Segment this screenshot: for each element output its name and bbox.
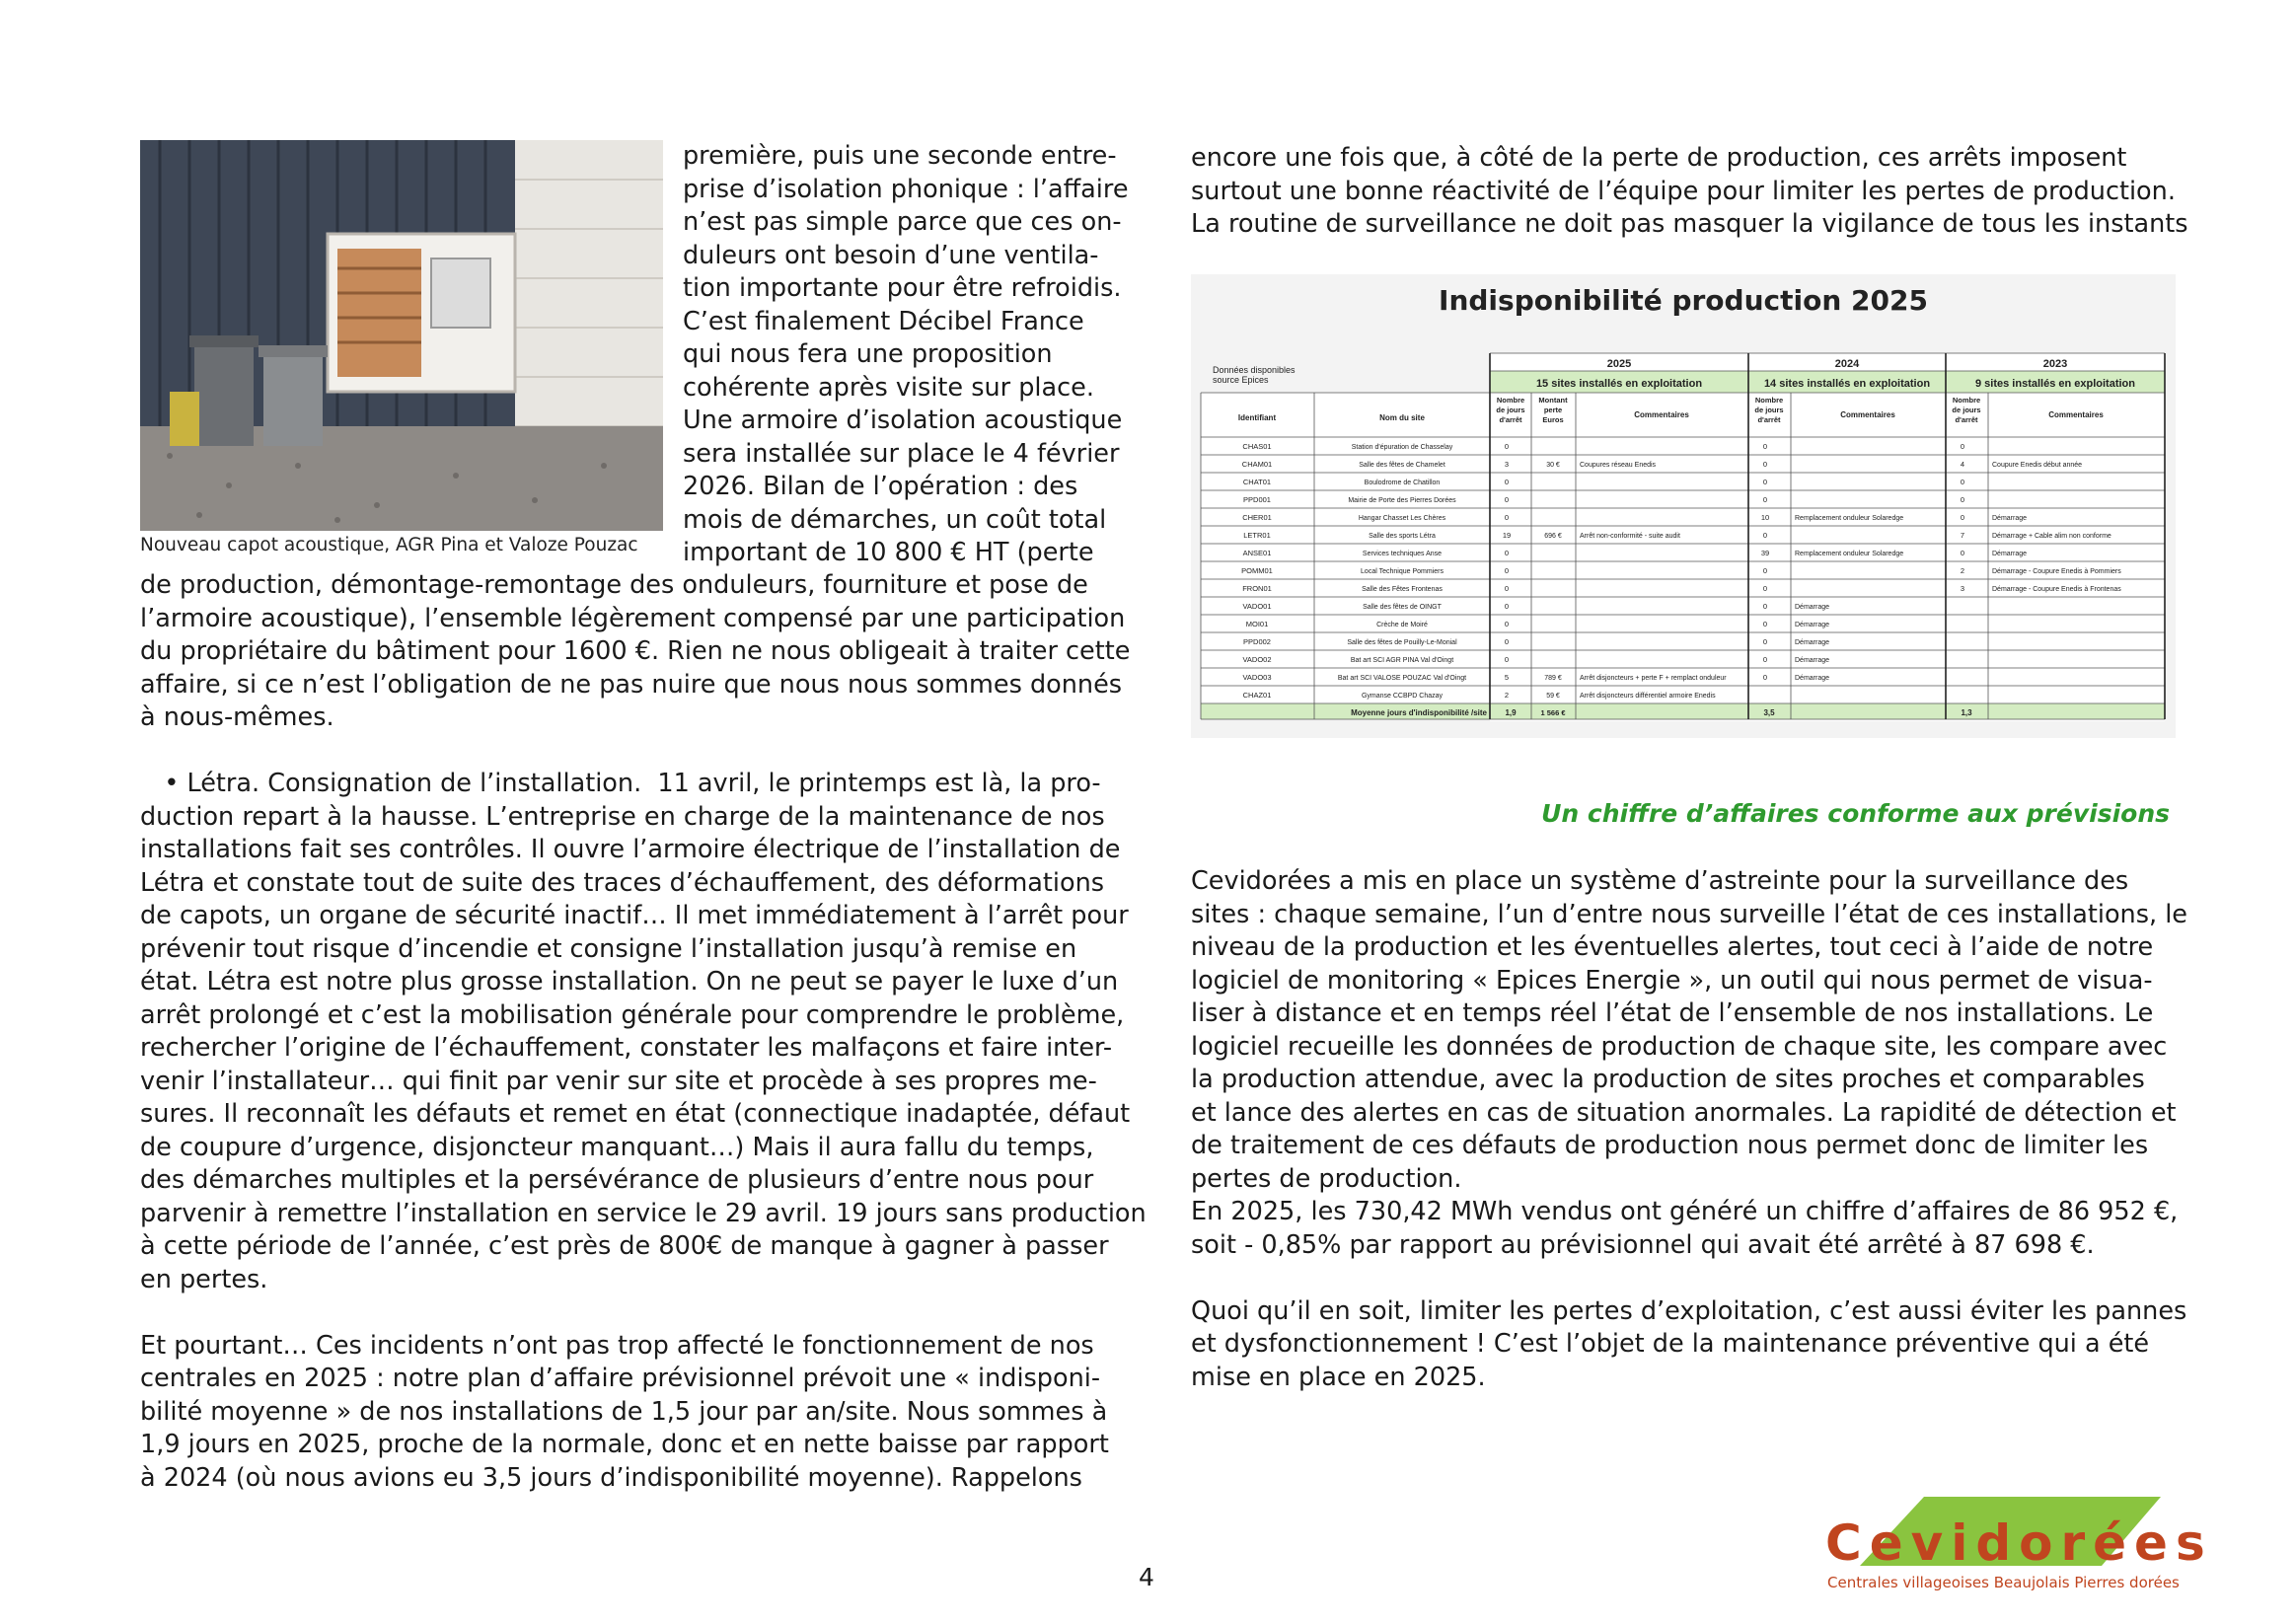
year-header: 2023 — [2042, 358, 2068, 370]
row-days-2023: 2 — [1960, 566, 1965, 575]
photo-caption: Nouveau capot acoustique, AGR Pina et Valoze Pouzac — [140, 535, 638, 555]
row-comment-2023: Démarrage - Coupure Enedis à Pommiers — [1992, 568, 2121, 575]
text-line: logiciel de monitoring « Epices Energie », un outil qui nous permet de visua- — [1191, 965, 2153, 996]
row-comment-2025: Coupures réseau Enedis — [1580, 462, 1657, 469]
text-line: encore une fois que, à côté de la perte de production, ces arrêts imposent — [1191, 143, 2127, 173]
row-days-2024: 0 — [1762, 602, 1768, 611]
row-amount-2025: 59 € — [1546, 693, 1560, 700]
text-line: mois de démarches, un coût total — [683, 504, 1107, 535]
text-line: Et pourtant… Ces incidents n’ont pas trop affecté le fonctionnement de nos — [140, 1330, 1094, 1361]
row-name: Salle des Fêtes Frontenas — [1362, 586, 1443, 593]
row-comment-2024: Démarrage — [1795, 604, 1830, 611]
row-days-2024: 0 — [1762, 442, 1768, 451]
row-comment-2023: Démarrage — [1992, 551, 2028, 557]
text-line: important de 10 800 € HT (perte — [683, 538, 1094, 567]
row-days-2025: 0 — [1504, 620, 1510, 628]
col-header-comments: Commentaires — [1840, 410, 1895, 419]
text-line: tion importante pour être refroidis. — [683, 273, 1122, 303]
row-days-2025: 0 — [1504, 637, 1510, 646]
row-comment-2023: Coupure Enedis début année — [1992, 462, 2083, 469]
row-days-2025: 19 — [1502, 531, 1512, 540]
row-days-2024: 0 — [1762, 531, 1768, 540]
row-days-2023: 0 — [1960, 478, 1965, 486]
row-id: ANSE01 — [1242, 549, 1272, 557]
footer-days-2023: 1,3 — [1961, 708, 1972, 717]
footer-days-2025: 1,9 — [1505, 708, 1517, 717]
row-comment-2023: Démarrage + Cable alim non conforme — [1992, 533, 2111, 540]
row-id: POMM01 — [1241, 566, 1273, 575]
text-line: à 2024 (où nous avions eu 3,5 jours d’indisponibilité moyenne). Rappelons — [140, 1462, 1082, 1493]
row-id: FRON01 — [1242, 584, 1272, 593]
text-line: bilité moyenne » de nos installations de 1,5 jour par an/site. Nous sommes à — [140, 1396, 1108, 1427]
photo-acoustic-enclosure — [140, 140, 663, 531]
text-line: parvenir à remettre l’installation en service le 29 avril. 19 jours sans production — [140, 1198, 1147, 1228]
logo-name: Cevidorées — [1825, 1514, 2213, 1572]
text-line: pertes de production. — [1191, 1163, 1462, 1194]
text-line: Cevidorées a mis en place un système d’astreinte pour la surveillance des — [1191, 866, 2129, 896]
row-days-2025: 0 — [1504, 478, 1510, 486]
row-name: Salle des sports Létra — [1369, 533, 1436, 540]
text-line: affaire, si ce n’est l’obligation de ne pas nuire que nous nous sommes donnés — [140, 669, 1123, 700]
logo-tagline: Centrales villageoises Beaujolais Pierres dorées — [1827, 1574, 2180, 1591]
row-id: VADO01 — [1242, 602, 1272, 611]
text-line: La routine de surveillance ne doit pas masquer la vigilance de tous les instants — [1191, 209, 2188, 239]
row-amount-2025: 789 € — [1544, 675, 1562, 682]
col-header-days: d'arrêt — [1955, 415, 1978, 424]
col-header-comments: Commentaires — [1634, 410, 1689, 419]
row-days-2025: 0 — [1504, 655, 1510, 664]
row-id: CHAM01 — [1241, 460, 1273, 469]
right-intro-text — [1191, 142, 2188, 242]
text-line: sites : chaque semaine, l’un d’entre nous surveille l’état de ces installations, le — [1191, 899, 2187, 929]
text-line: n’est pas simple parce que ces on- — [683, 207, 1122, 237]
text-line: duleurs ont besoin d’une ventila- — [683, 240, 1099, 270]
col-header-amount: Montant — [1538, 396, 1568, 405]
row-days-2025: 0 — [1504, 566, 1510, 575]
row-name: Boulodrome de Chatillon — [1364, 480, 1441, 486]
row-days-2025: 3 — [1504, 460, 1510, 469]
cevidorees-logo — [1806, 1495, 2213, 1593]
table-grid — [1191, 274, 2176, 738]
row-days-2023: 0 — [1960, 513, 1965, 522]
text-line: de traitement de ces défauts de production nous permet donc de limiter les — [1191, 1131, 2149, 1160]
text-line: l’armoire acoustique), l’ensemble légèrement compensé par une participation — [140, 603, 1126, 633]
text-line: qui nous fera une proposition — [683, 339, 1053, 369]
row-days-2024: 0 — [1762, 495, 1768, 504]
text-line: à nous-mêmes. — [140, 702, 334, 732]
text-line: • Létra. Consignation de l’installation. 11 avril, le printemps est là, la pro- — [140, 769, 1101, 798]
row-days-2023: 3 — [1960, 584, 1965, 593]
text-line: de capots, un organe de sécurité inactif… Il met immédiatement à l’arrêt pour — [140, 901, 1129, 930]
text-line: centrales en 2025 : notre plan d’affaire prévisionnel prévoit une « indisponi- — [140, 1364, 1101, 1393]
row-id: MOI01 — [1245, 620, 1269, 628]
row-comment-2024: Démarrage — [1795, 639, 1830, 646]
row-days-2024: 0 — [1762, 460, 1768, 469]
text-line: En 2025, les 730,42 MWh vendus ont généré un chiffre d’affaires de 86 952 €, — [1191, 1197, 2179, 1226]
section-heading: Un chiffre d’affaires conforme aux prévisions — [1541, 799, 2170, 828]
row-comment-2025: Arrêt disjoncteurs différentiel armoire Enedis — [1580, 693, 1716, 700]
text-line: Létra et constate tout de suite des traces d’échauffement, des déformations — [140, 867, 1105, 898]
text-line: à cette période de l’année, c’est près de 800€ de manque à gagner à passer — [140, 1231, 1109, 1261]
row-days-2025: 2 — [1504, 691, 1510, 700]
sites-label: 14 sites installés en exploitation — [1763, 378, 1931, 390]
row-days-2024: 0 — [1762, 620, 1768, 628]
text-line: la production attendue, avec la production de sites proches et comparables — [1191, 1065, 2145, 1094]
text-line: arrêt prolongé et c’est la mobilisation générale pour comprendre le problème, — [140, 999, 1125, 1030]
col-header-days: de jours — [1754, 406, 1784, 414]
text-line: et lance des alertes en cas de situation anormales. La rapidité de détection et — [1191, 1097, 2177, 1128]
row-id: VADO03 — [1242, 673, 1272, 682]
row-days-2025: 0 — [1504, 584, 1510, 593]
row-name: Salle des fêtes de Pouilly-Le-Monial — [1347, 639, 1457, 646]
left-body-text — [140, 569, 1147, 1495]
col-header-days: de jours — [1496, 406, 1525, 414]
sites-label: 15 sites installés en exploitation — [1535, 378, 1703, 390]
col-header-days: Nombre — [1496, 396, 1525, 405]
row-comment-2024: Remplacement onduleur Solaredge — [1795, 551, 1904, 557]
col-header-days: d'arrêt — [1757, 415, 1781, 424]
text-line: surtout une bonne réactivité de l’équipe pour limiter les pertes de production. — [1191, 176, 2176, 206]
page-number: 4 — [1139, 1563, 1154, 1591]
row-days-2025: 5 — [1504, 673, 1510, 682]
row-name: Local Technique Pommiers — [1361, 568, 1444, 575]
text-line: 1,9 jours en 2025, proche de la normale, donc et en nette baisse par rapport — [140, 1430, 1109, 1459]
text-line: des démarches multiples et la persévérance de plusieurs d’entre nous pour — [140, 1165, 1094, 1195]
row-comment-2024: Démarrage — [1795, 657, 1830, 664]
row-comment-2025: Arrêt disjoncteurs + perte F + remplact onduleur — [1580, 675, 1727, 682]
text-line: prévenir tout risque d’incendie et consigne l’installation jusqu’à remise en — [140, 933, 1077, 964]
row-name: Hangar Chasset Les Chères — [1358, 515, 1446, 522]
row-days-2023: 0 — [1960, 495, 1965, 504]
row-id: CHAS01 — [1242, 442, 1272, 451]
source-label: Données disponibles — [1213, 365, 1296, 375]
year-header: 2025 — [1606, 358, 1632, 370]
text-line: première, puis une seconde entre- — [683, 141, 1117, 171]
row-id: PPD001 — [1243, 495, 1271, 504]
source-label: source Epices — [1213, 375, 1269, 385]
row-days-2024: 0 — [1762, 478, 1768, 486]
row-days-2024: 0 — [1762, 637, 1768, 646]
row-comment-2023: Démarrage — [1992, 515, 2028, 522]
text-line: sures. Il reconnaît les défauts et remet en état (connectique inadaptée, défaut — [140, 1099, 1131, 1129]
row-name: Mairie de Porte des Pierres Dorées — [1348, 497, 1456, 504]
col-header-days: de jours — [1952, 406, 1981, 414]
unavailability-table — [1191, 274, 2176, 738]
text-line: Une armoire d’isolation acoustique — [683, 406, 1123, 435]
col-header-amount: Euros — [1542, 415, 1564, 424]
text-line: 2026. Bilan de l’opération : des — [683, 472, 1078, 501]
footer-amount-2025: 1 566 € — [1540, 708, 1566, 717]
row-name: Bat art SCI AGR PINA Val d'Oingt — [1350, 657, 1454, 664]
row-id: PPD002 — [1243, 637, 1271, 646]
row-id: CHAT01 — [1242, 478, 1272, 486]
table-title: Indisponibilité production 2025 — [1439, 284, 1928, 317]
footer-label: Moyenne jours d'indisponibilité /site — [1351, 708, 1487, 717]
footer-days-2024: 3,5 — [1763, 708, 1775, 717]
row-days-2024: 10 — [1760, 513, 1770, 522]
row-days-2025: 0 — [1504, 442, 1510, 451]
row-comment-2024: Démarrage — [1795, 675, 1830, 682]
text-line: cohérente après visite sur place. — [683, 372, 1094, 403]
text-line: rechercher l’origine de l’échauffement, constater les malfaçons et faire inter- — [140, 1033, 1113, 1063]
row-name: Crèche de Moiré — [1376, 622, 1428, 628]
text-line: duction repart à la hausse. L’entreprise en charge de la maintenance de nos — [140, 801, 1105, 832]
col-header-amount: perte — [1543, 406, 1563, 414]
left-wrap-text — [683, 140, 1129, 570]
row-days-2023: 0 — [1960, 549, 1965, 557]
row-amount-2025: 30 € — [1546, 462, 1560, 469]
text-line: mise en place en 2025. — [1191, 1362, 1486, 1392]
row-name: Bat art SCI VALOSE POUZAC Val d'Oingt — [1337, 675, 1467, 682]
row-comment-2023: Démarrage - Coupure Enedis à Frontenas — [1992, 586, 2121, 593]
text-line: et dysfonctionnement ! C’est l’objet de la maintenance préventive qui a été — [1191, 1329, 2150, 1359]
row-name: Station d'épuration de Chasselay — [1351, 444, 1453, 451]
text-line: état. Létra est notre plus grosse installation. On ne peut se payer le luxe d’un — [140, 967, 1119, 997]
row-days-2025: 0 — [1504, 513, 1510, 522]
row-comment-2025: Arrêt non-conformité - suite audit — [1580, 533, 1680, 540]
text-line: logiciel recueille les données de production de chaque site, les compare avec — [1191, 1031, 2168, 1062]
row-comment-2024: Démarrage — [1795, 622, 1830, 628]
col-header-name: Nom du site — [1379, 413, 1425, 422]
text-line: de production, démontage-remontage des onduleurs, fourniture et pose de — [140, 570, 1088, 600]
col-header-days: d'arrêt — [1499, 415, 1522, 424]
row-comment-2024: Remplacement onduleur Solaredge — [1795, 515, 1904, 522]
col-header-days: Nombre — [1952, 396, 1981, 405]
text-line: prise d’isolation phonique : l’affaire — [683, 174, 1129, 204]
row-name: Gymanse CCBPD Chazay — [1361, 693, 1444, 700]
row-id: CHER01 — [1242, 513, 1272, 522]
footer-row — [1201, 703, 2165, 719]
text-line: Quoi qu’il en soit, limiter les pertes d’exploitation, c’est aussi éviter les pannes — [1191, 1295, 2187, 1326]
col-header-days: Nombre — [1754, 396, 1784, 405]
row-name: Salle des fêtes de OINGT — [1363, 604, 1442, 611]
year-header: 2024 — [1834, 358, 1860, 370]
row-id: VADO02 — [1242, 655, 1272, 664]
col-header-comments: Commentaires — [2048, 410, 2104, 419]
row-days-2024: 0 — [1762, 584, 1768, 593]
text-line: venir l’installateur… qui finit par venir sur site et procède à ses propres me- — [140, 1066, 1097, 1096]
row-amount-2025: 696 € — [1544, 533, 1562, 540]
row-days-2024: 39 — [1760, 549, 1770, 557]
right-body-text — [1191, 865, 2187, 1394]
col-header-id: Identifiant — [1237, 413, 1277, 422]
row-days-2023: 4 — [1960, 460, 1965, 469]
text-line: niveau de la production et les éventuelles alertes, tout ceci à l’aide de notre — [1191, 932, 2154, 962]
row-id: LETR01 — [1243, 531, 1271, 540]
text-line: C’est finalement Décibel France — [683, 306, 1084, 336]
row-days-2024: 0 — [1762, 673, 1768, 682]
row-days-2024: 0 — [1762, 655, 1768, 664]
row-days-2023: 0 — [1960, 442, 1965, 451]
text-line: du propriétaire du bâtiment pour 1600 €. Rien ne nous obligeait à traiter cette — [140, 636, 1131, 666]
row-days-2024: 0 — [1762, 566, 1768, 575]
text-line: liser à distance et en temps réel l’état de l’ensemble de nos installations. Le — [1191, 998, 2154, 1028]
row-days-2023: 7 — [1960, 531, 1965, 540]
text-line: sera installée sur place le 4 février — [683, 438, 1120, 469]
text-line: soit - 0,85% par rapport au prévisionnel qui avait été arrêté à 87 698 €. — [1191, 1229, 2095, 1260]
text-line: de coupure d’urgence, disjoncteur manquant…) Mais il aura fallu du temps, — [140, 1132, 1094, 1162]
row-name: Salle des fêtes de Chamelet — [1359, 462, 1445, 469]
sites-label: 9 sites installés en exploitation — [1975, 378, 2135, 390]
photo-illustration — [140, 140, 663, 531]
row-days-2025: 0 — [1504, 602, 1510, 611]
row-days-2025: 0 — [1504, 549, 1510, 557]
row-id: CHAZ01 — [1242, 691, 1272, 700]
text-line: en pertes. — [140, 1264, 268, 1294]
row-days-2025: 0 — [1504, 495, 1510, 504]
row-name: Services techniques Anse — [1362, 551, 1443, 557]
text-line: installations fait ses contrôles. Il ouvre l’armoire électrique de l’installation de — [140, 835, 1121, 864]
